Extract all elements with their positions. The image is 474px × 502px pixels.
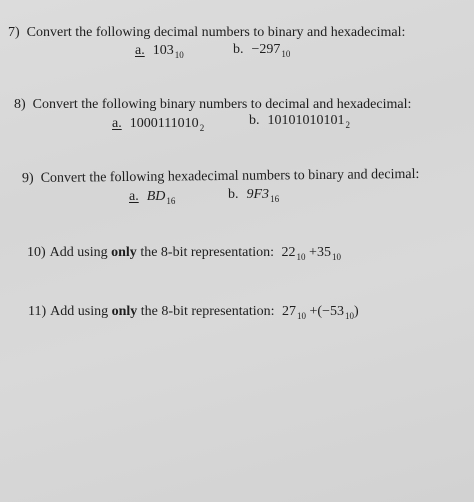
number-base: 16 <box>270 194 280 204</box>
part-value: BD <box>146 189 166 204</box>
number-base: 2 <box>199 123 205 133</box>
question-text-start: Add using <box>50 304 109 319</box>
question-text-start: Add using <box>49 245 108 260</box>
question-text: Convert the following binary numbers to decimal and hexadecimal: <box>32 97 412 112</box>
part-label: a. <box>129 189 139 204</box>
part-value: −297 <box>251 42 281 57</box>
operator: +( <box>309 304 323 319</box>
operator: + <box>309 245 317 260</box>
operand-2: −53 <box>322 304 344 319</box>
question-11 <box>28 304 359 320</box>
question-10 <box>27 245 341 261</box>
question-text-end: the 8-bit representation: <box>140 304 275 319</box>
number-base: 10 <box>281 49 291 59</box>
number-base: 10 <box>331 252 341 262</box>
operand-1: 27 <box>282 304 297 319</box>
part-label: b. <box>249 113 260 128</box>
number-base: 10 <box>296 252 306 262</box>
question-7 <box>8 25 405 41</box>
part-label: b. <box>228 187 239 202</box>
part-value: 10101010101 <box>267 113 345 128</box>
number-base: 10 <box>174 50 184 60</box>
question-7-part-b <box>233 42 290 58</box>
emphasis-text: only <box>111 304 138 319</box>
part-value: 9F3 <box>246 187 270 202</box>
operand-2: 35 <box>316 245 331 260</box>
number-base: 10 <box>345 311 354 321</box>
question-text: Convert the following decimal numbers to binary and hexadecimal: <box>26 25 406 40</box>
closing-paren: ) <box>354 304 359 319</box>
question-8-part-a <box>112 116 204 132</box>
operand-1: 22 <box>281 245 296 260</box>
question-9-part-b <box>228 187 279 203</box>
part-label: a. <box>135 43 145 58</box>
emphasis-text: only <box>111 245 137 260</box>
question-number: 9) <box>21 170 34 187</box>
question-text-end: the 8-bit representation: <box>140 245 275 260</box>
question-number: 10) <box>27 245 46 260</box>
question-number: 7) <box>8 25 20 40</box>
question-7-part-a <box>135 43 184 59</box>
question-text: Convert the following hexadecimal numbers to binary and decimal: <box>40 166 420 186</box>
part-label: b. <box>233 42 244 57</box>
question-8-part-b <box>249 113 350 129</box>
part-value: 103 <box>152 43 174 58</box>
question-number: 11) <box>28 304 47 319</box>
number-base: 2 <box>345 120 350 130</box>
question-8 <box>14 97 411 113</box>
number-base: 10 <box>297 311 307 321</box>
number-base: 16 <box>166 196 176 206</box>
question-9-part-a <box>129 189 175 205</box>
question-number: 8) <box>14 97 26 112</box>
question-9 <box>22 167 419 187</box>
part-value: 1000111010 <box>129 116 199 131</box>
part-label: a. <box>112 116 122 131</box>
